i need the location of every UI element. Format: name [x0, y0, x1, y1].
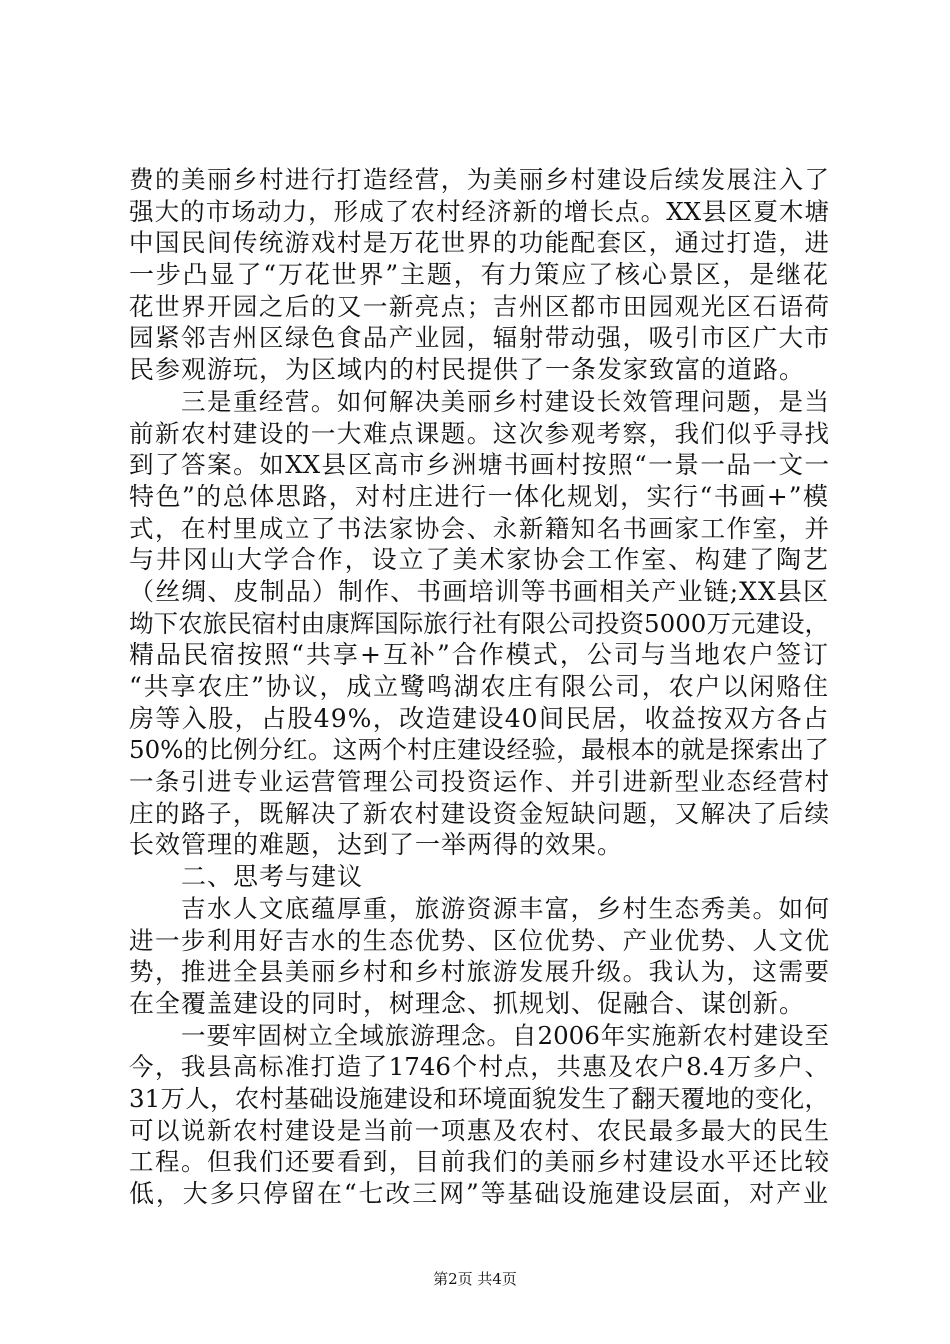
text-line: 进一步利用好吉水的生态优势、区位优势、产业优势、人文优	[129, 925, 829, 955]
text-line: 吉水人文底蕴厚重，旅游资源丰富，乡村生态秀美。如何	[181, 893, 829, 923]
text-line: 民参观游玩，为区域内的村民提供了一条发家致富的道路。	[129, 355, 806, 385]
text-line: 花世界开园之后的又一新亮点；吉州区都市田园观光区石语荷	[129, 291, 829, 321]
text-line: 房等入股，占股49%，改造建设40间民居，收益按双方各占	[129, 703, 829, 733]
text-line: 庄的路子，既解决了新农村建设资金短缺问题，又解决了后续	[129, 798, 829, 828]
text-line: 今，我县高标准打造了1746个村点，共惠及农户8.4万多户、	[129, 1052, 829, 1082]
text-line: 一要牢固树立全域旅游理念。自2006年实施新农村建设至	[181, 1020, 829, 1050]
text-line: 精品民宿按照“共享+互补”合作模式，公司与当地农户签订	[129, 640, 829, 670]
text-line: 31万人，农村基础设施建设和环境面貌发生了翻天覆地的变化，	[129, 1083, 829, 1113]
text-line: 在全覆盖建设的同时，树理念、抓规划、促融合、谋创新。	[129, 988, 806, 1018]
text-line: 与井冈山大学合作，设立了美术家协会工作室、构建了陶艺	[129, 545, 829, 575]
text-line: 一步凸显了“万花世界”主题，有力策应了核心景区，是继花	[129, 260, 829, 290]
text-line: 特色”的总体思路，对村庄进行一体化规划，实行“书画+”模	[129, 481, 829, 511]
page-number: 第2页 共4页	[433, 1270, 517, 1288]
text-line: 式，在村里成立了书法家协会、永新籍知名书画家工作室，并	[129, 513, 829, 543]
text-line: 中国民间传统游戏村是万花世界的功能配套区，通过打造，进	[129, 228, 829, 258]
text-line: 前新农村建设的一大难点课题。这次参观考察，我们似乎寻找	[129, 418, 829, 448]
text-line: 坳下农旅民宿村由康辉国际旅行社有限公司投资5000万元建设，	[129, 608, 829, 638]
text-line: 一条引进专业运营管理公司投资运作、并引进新型业态经营村	[129, 767, 829, 797]
text-line: （丝绸、皮制品）制作、书画培训等书画相关产业链;XX县区	[129, 576, 829, 606]
document-body	[129, 164, 829, 1210]
text-line: 费的美丽乡村进行打造经营，为美丽乡村建设后续发展注入了	[129, 165, 829, 194]
text-line: 强大的市场动力，形成了农村经济新的增长点。XX县区夏木塘	[129, 196, 829, 226]
text-line: 园紧邻吉州区绿色食品产业园，辐射带动强，吸引市区广大市	[129, 323, 829, 353]
text-line: “共享农庄”协议，成立鹭鸣湖农庄有限公司，农户以闲赂住	[129, 672, 829, 701]
text-line: 长效管理的难题，达到了一举两得的效果。	[129, 830, 624, 860]
text-line: 三是重经营。如何解决美丽乡村建设长效管理问题，是当	[181, 386, 829, 416]
page-footer	[0, 1268, 950, 1289]
text-line: 50%的比例分红。这两个村庄建设经验，最根本的就是探索出了	[129, 735, 829, 765]
text-line: 低，大多只停留在“七改三网”等基础设施建设层面，对产业	[129, 1179, 829, 1208]
text-line: 二、思考与建议	[181, 862, 364, 892]
text-line: 可以说新农村建设是当前一项惠及农村、农民最多最大的民生	[129, 1115, 829, 1145]
text-line: 到了答案。如XX县区高市乡洲塘书画村按照“一景一品一文一	[129, 450, 830, 480]
text-line: 工程。但我们还要看到，目前我们的美丽乡村建设水平还比较	[129, 1147, 829, 1177]
text-line: 势，推进全县美丽乡村和乡村旅游发展升级。我认为，这需要	[129, 957, 829, 987]
